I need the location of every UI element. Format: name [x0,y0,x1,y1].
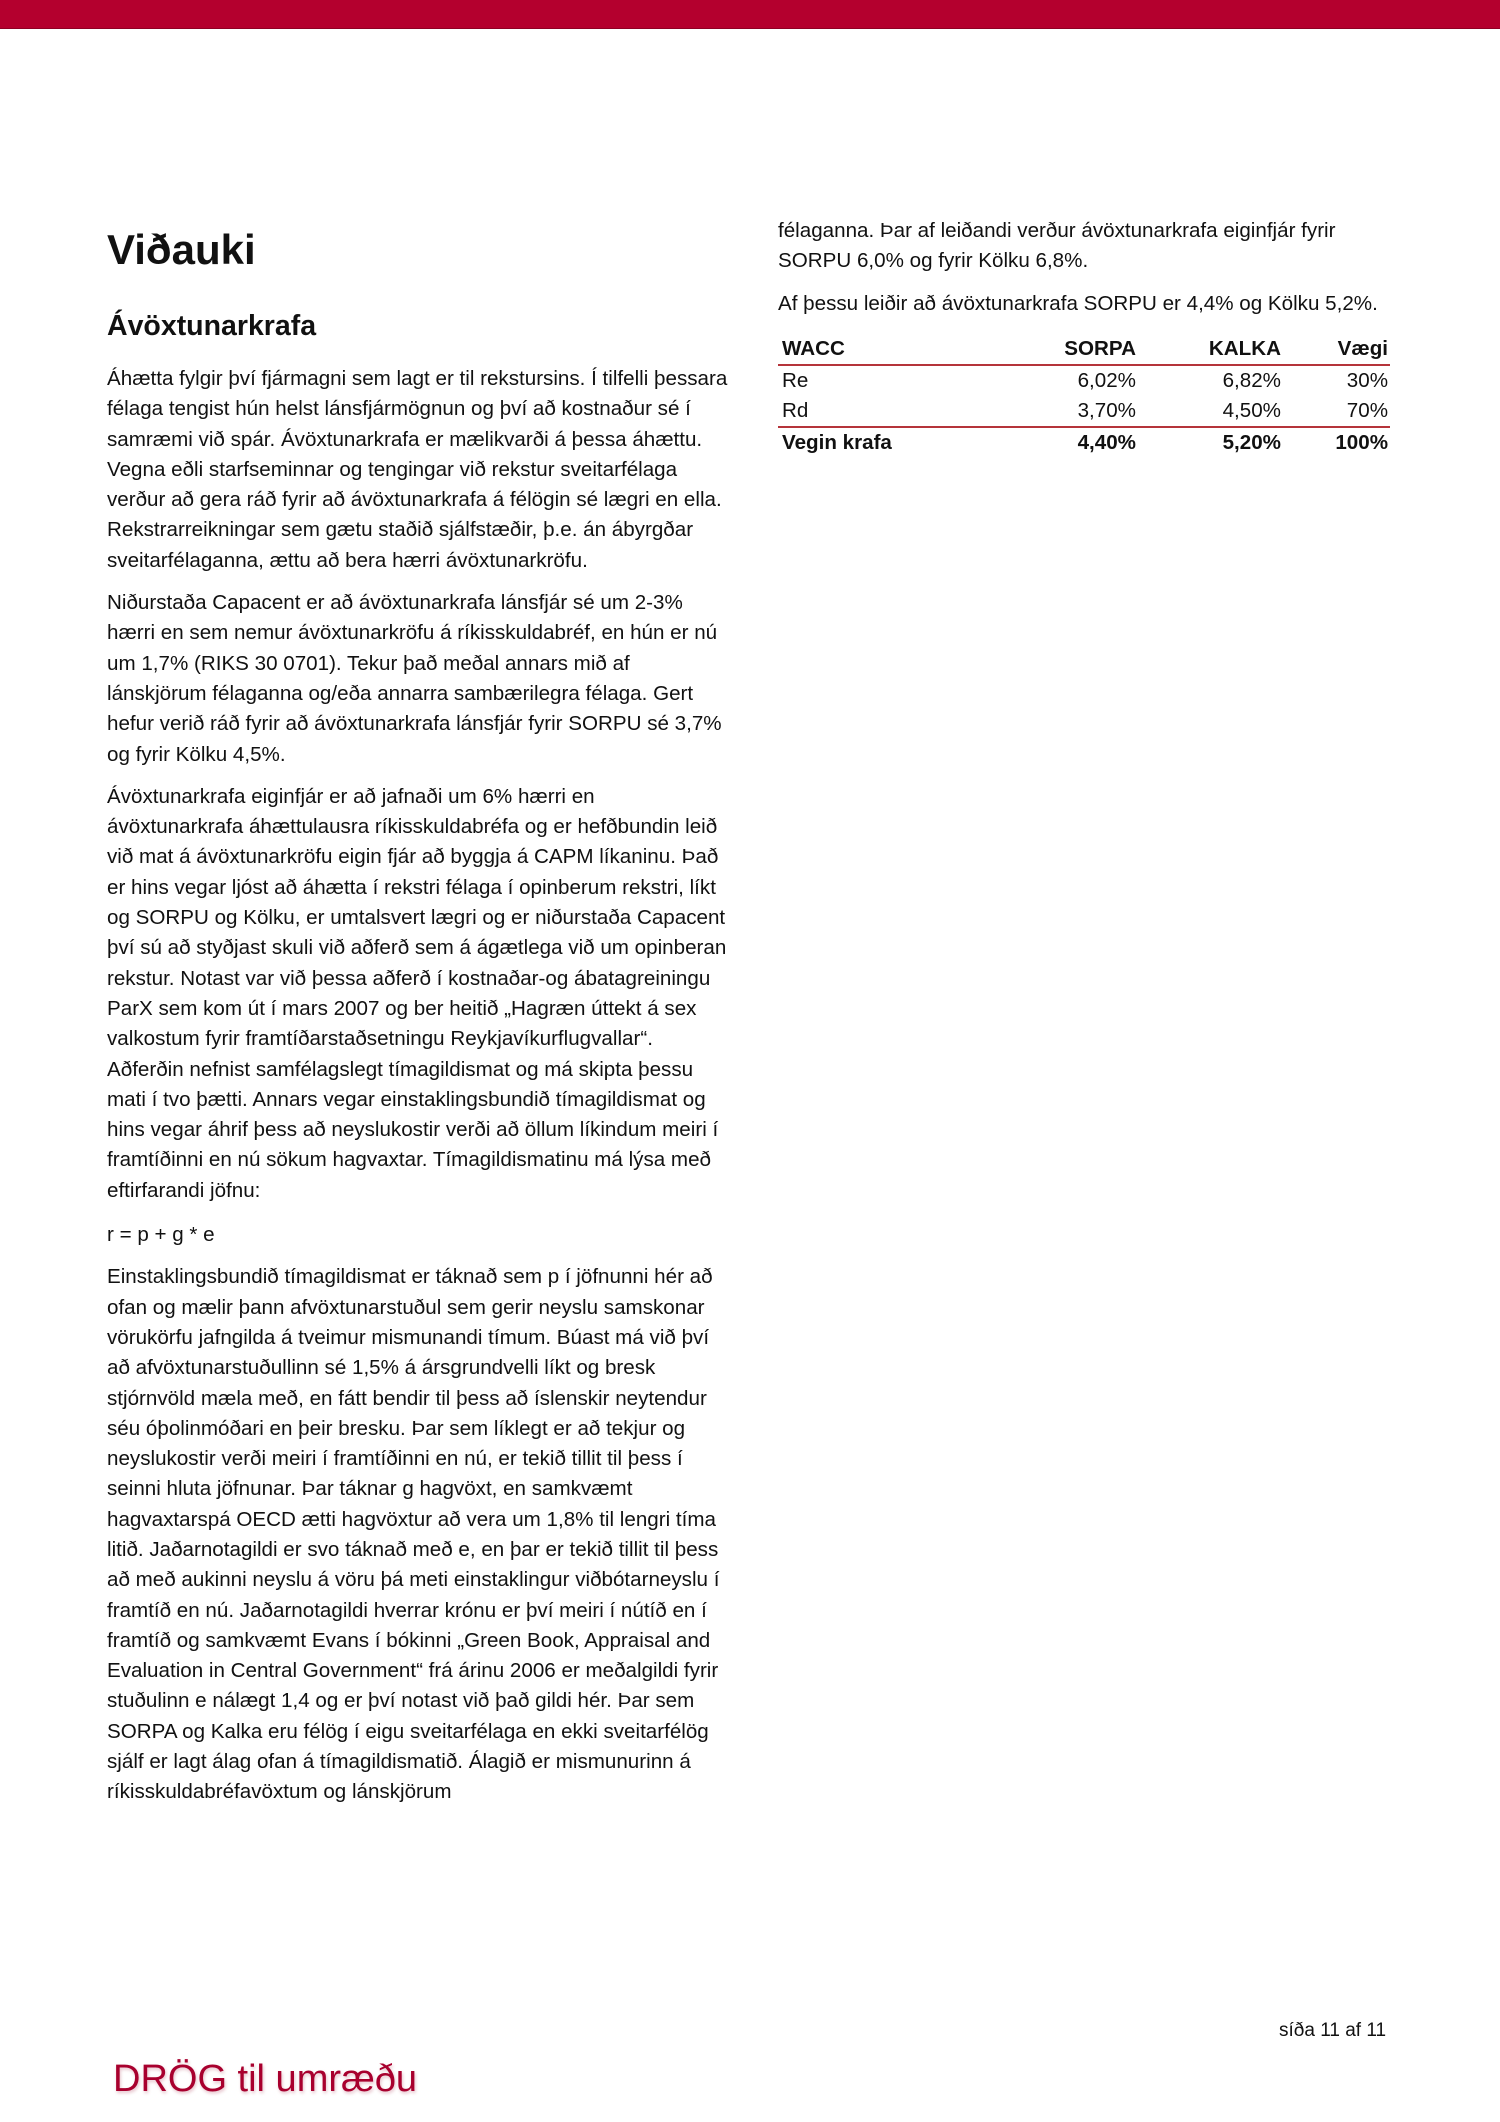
table-row [778,396,1390,427]
paragraph-debt-return: Niðurstaða Capacent er að ávöxtunarkrafa lánsfjár sé um 2-3% hærri en sem nemur ávöxtunarkröfu á ríkisskuldabréf, en hún er nú um 1,7% (RIKS 30 0701). Tekur það meðal annars mið af lánskjörum félaganna og/eða annarra sambærilegra félaga. Gert hefur verið ráð fyrir að ávöxtunarkrafa lánsfjár fyrir SORPU sé 3,7% og fyrir Kölku 4,5%. [107,591,722,766]
draft-watermark: DRÖG til umræðu [113,2058,418,2100]
table-header-row [778,334,1390,365]
cell-sorpa: 3,70% [1077,398,1136,422]
table-total-row [778,427,1390,458]
paragraph-time-preference: Einstaklingsbundið tímagildismat er táknað sem p í jöfnunni hér að ofan og mælir þann afvöxtunarstuðul sem gerir neyslu samskonar vörukörfu jafngilda á tveimur mismunandi tímum. Búast má við því að afvöxtunarstuðullinn sé 1,5% á ársgrundvelli líkt og bresk stjórnvöld mæla með, en fátt bendir til þess að íslenskir neytendur séu óþolinmóðari en þeir bresku. Þar sem líklegt er að tekjur og neyslukostir verði meiri í framtíðinni en nú, er tekið tillit til þess í seinni hluta jöfnunar. Þar táknar g hagvöxt, en samkvæmt hagvaxtarspá OECD ætti hagvöxtur að vera um 1,8% til lengri tíma litið. Jaðarnotagildi er svo táknað með e, en þar er tekið tillit til þess að með aukinni neyslu á vöru þá meti einstaklingur viðbótarneyslu í framtíð en nú. Jaðarnotagildi hverrar krónu er því meiri í nútíð en í framtíð og samkvæmt Evans í bókinni „Green Book, Appraisal and Evaluation in Central Government“ frá árinu 2006 er meðalgildi fyrir stuðulinn e nálægt 1,4 og er því notast við það gildi hér. Þar sem SORPA og Kalka eru félög í eigu sveitarfélaga en ekki sveitarfélög sjálf er lagt álag ofan á tímagildismatið. Álagið er mismunurinn á ríkisskuldabréfavöxtum og lánskjörum [107,1265,720,1804]
table-row [778,365,1390,396]
right-column [778,216,1398,458]
left-column [107,222,732,1808]
total-label: Vegin krafa [778,427,998,458]
cell-kalka: 4,50% [1222,398,1281,422]
paragraph-risk: Áhætta fylgir því fjármagni sem lagt er til rekstursins. Í tilfelli þessara félaga tengist hún helst lánsfjármögnun og því að kostnaður sé í samræmi við spár. Ávöxtunarkrafa er mælikvarði á þessa áhættu. Vegna eðli starfseminnar og tengingar við rekstur sveitarfélaga verður að gera ráð fyrir að ávöxtunarkrafa á félögin sé lægri en ella. Rekstrarreikningar sem gætu staðið sjálfstæðir, þ.e. án ábyrgðar sveitarfélaganna, ættu að bera hærri ávöxtunarkröfu. [107,367,728,572]
page-number: síða 11 af 11 [1279,2020,1387,2041]
row-label: Rd [782,398,809,422]
column-header-sorpa: SORPA [998,334,1138,365]
total-weight: 100% [1283,427,1390,458]
column-header-wacc: WACC [778,334,998,365]
cell-sorpa: 6,02% [1077,368,1136,392]
total-kalka: 5,20% [1138,427,1283,458]
page-title: Viðauki [107,226,256,273]
column-header-weight: Vægi [1283,334,1390,365]
top-accent-bar [0,0,1500,29]
cell-weight: 30% [1346,368,1388,392]
paragraph-equity-result: félaganna. Þar af leiðandi verður ávöxtunarkrafa eiginfjár fyrir SORPU 6,0% og fyrir Kölku 6,8%. [778,219,1336,273]
paragraph-wacc-result: Af þessu leiðir að ávöxtunarkrafa SORPU er 4,4% og Kölku 5,2%. [778,291,1378,315]
cell-weight: 70% [1346,398,1388,422]
column-header-kalka: KALKA [1138,334,1283,365]
paragraph-equity-return: Ávöxtunarkrafa eiginfjár er að jafnaði um 6% hærri en ávöxtunarkrafa áhættulausra ríkisskuldabréfa og er hefðbundin leið við mat á ávöxtunarkröfu eigin fjár að byggja á CAPM líkaninu. Það er hins vegar ljóst að áhætta í rekstri félaga í opinberum rekstri, líkt og SORPU og Kölku, er umtalsvert lægri og er niðurstaða Capacent því sú að styðjast skuli við aðferð sem á ágætlega við um opinberan rekstur. Notast var við þessa aðferð í kostnaðar-og ábatagreiningu ParX sem kom út í mars 2007 og ber heitið „Hagræn úttekt á sex valkostum fyrir framtíðarstaðsetningu Reykjavíkurflugvallar“. Aðferðin nefnist samfélagslegt tímagildismat og má skipta þessu mati í tvo þætti. Annars vegar einstaklingsbundið tímagildismat og hins vegar áhrif þess að neyslukostir verði að öllum líkindum meiri í framtíðinni en nú sökum hagvaxtar. Tímagildismatinu má lýsa með eftirfarandi jöfnu: [107,784,727,1202]
wacc-table [778,334,1390,458]
cell-kalka: 6,82% [1222,368,1281,392]
total-sorpa: 4,40% [998,427,1138,458]
section-heading: Ávöxtunarkrafa [107,310,317,342]
formula: r = p + g * e [107,1223,215,1247]
row-label: Re [782,368,809,392]
